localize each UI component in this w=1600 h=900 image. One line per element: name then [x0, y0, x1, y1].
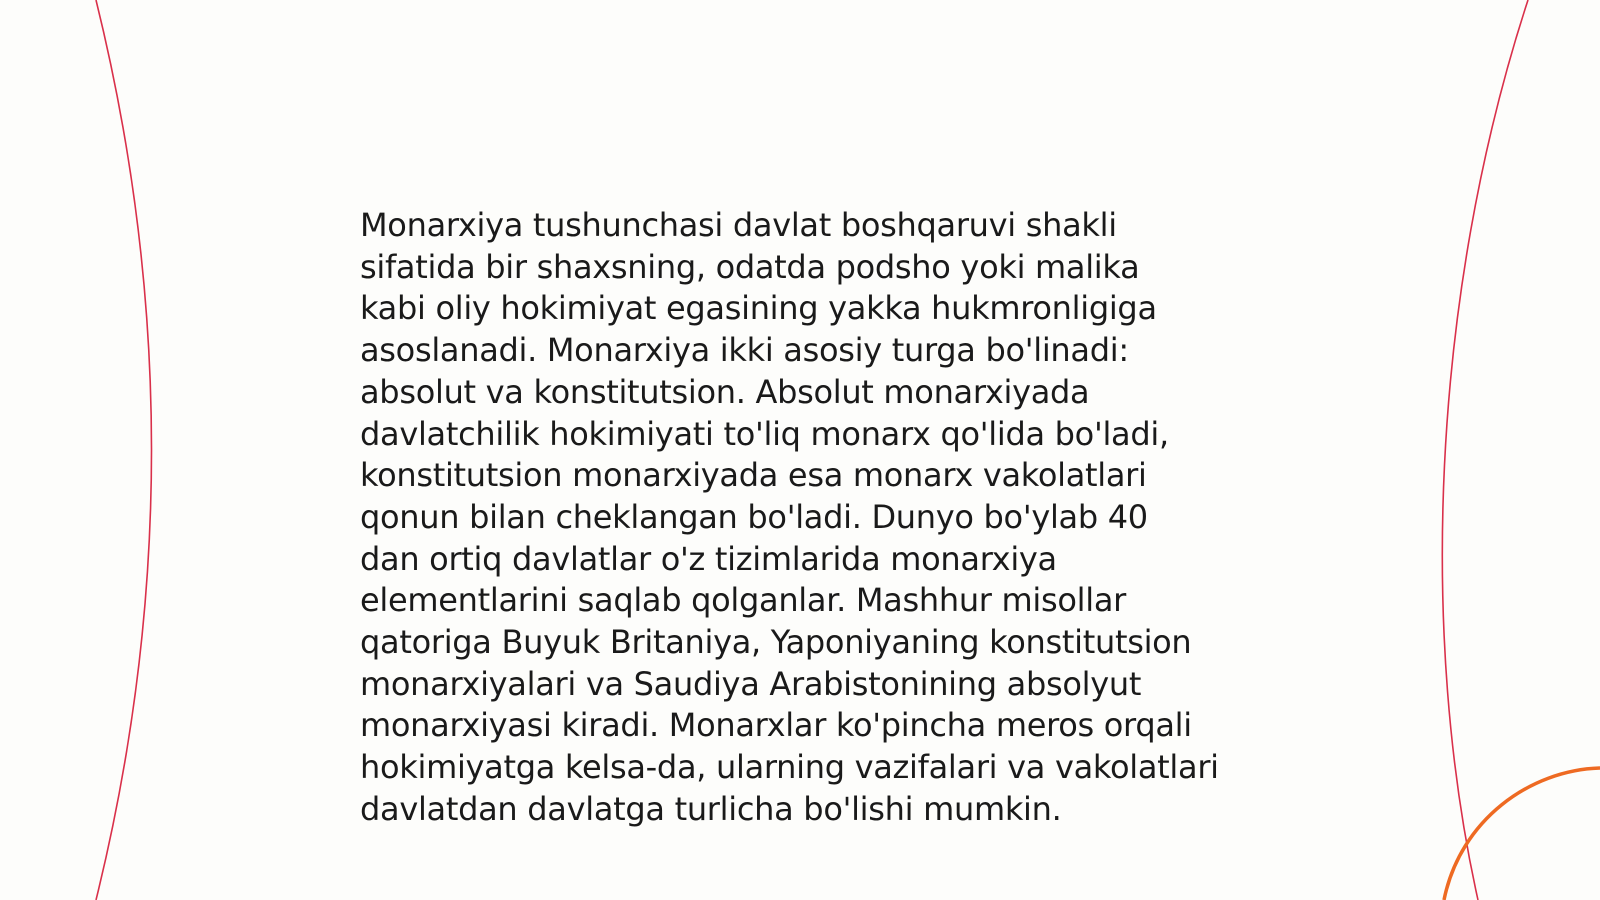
paragraph-line: hokimiyatga kelsa-da, ularning vazifalari va vakolatlari	[360, 748, 1219, 787]
paragraph-line: elementlarini saqlab qolganlar. Mashhur misollar	[360, 581, 1126, 620]
left-curve	[96, 0, 152, 900]
paragraph-line: qonun bilan cheklangan bo'ladi. Dunyo bo'ylab 40	[360, 497, 1148, 536]
paragraph-line: Monarxiya tushunchasi davlat boshqaruvi shakli	[360, 206, 1117, 244]
paragraph-line: davlatdan davlatga turlicha bo'lishi mumkin.	[360, 789, 1062, 828]
right-curve	[1442, 0, 1528, 900]
paragraph-line: monarxiyasi kiradi. Monarxlar ko'pincha meros orqali	[360, 706, 1192, 745]
paragraph-line: qatoriga Buyuk Britaniya, Yaponiyaning konstitutsion	[360, 623, 1192, 662]
paragraph-line: kabi oliy hokimiyat egasining yakka hukmronligiga	[360, 289, 1157, 328]
paragraph-line: davlatchilik hokimiyati to'liq monarx qo'lida bo'ladi,	[360, 414, 1169, 453]
paragraph-line: asoslanadi. Monarxiya ikki asosiy turga bo'linadi:	[360, 331, 1129, 370]
paragraph-line: dan ortiq davlatlar o'z tizimlarida monarxiya	[360, 539, 1057, 578]
paragraph-line: konstitutsion monarxiyada esa monarx vakolatlari	[360, 456, 1147, 495]
paragraph-line: monarxiyalari va Saudiya Arabistonining absolyut	[360, 664, 1142, 703]
paragraph-line: sifatida bir shaxsning, odatda podsho yoki malika	[360, 247, 1140, 286]
body-paragraph	[360, 205, 1260, 831]
orange-arc	[1444, 768, 1600, 900]
paragraph-line: absolut va konstitutsion. Absolut monarxiyada	[360, 372, 1090, 411]
